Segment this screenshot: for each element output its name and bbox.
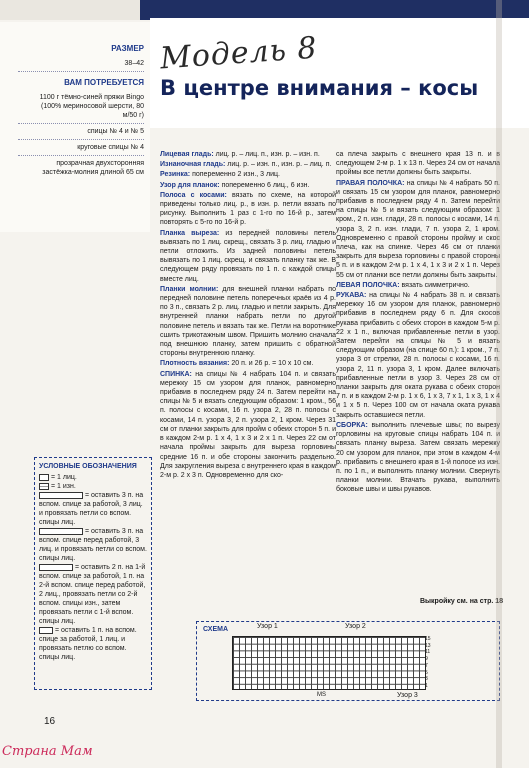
divider [18, 155, 144, 156]
zipper-text: прозрачная двухсторонняя застёжка-молния длиной 65 см [42, 160, 144, 176]
paragraph: РУКАВА: на спицы № 4 набрать 38 п. и связать мережку 16 см узором для планок, равномерно прибавив в последнем ряду 6 п. Для скосов рукава прибавить с обеих сторон в каждом 5-м р. 22 х 1 п., включая прибавленные петли в узор. Затем перейти на спицы № 5 и вязать следующим образом (на спице 60 п.): 1 кром., 7 п. узора 3 от стрелки, 28 п. полосы с косами, 16 п. узора 2, 11 п. узора 3, 1 кром. Далее включать прибавленные петли в узор 3. Через 28 см от планки закрыть для оката рукава с обеих сторон 7 п. и в каждом 2-м р. 1 х 6, 1 х 3, 7 х 1, 1 х 3, 1 х 4 и 1 х 5 п. Через 100 см от начала оката рукава закрыть оставшиеся петли. [336, 292, 500, 419]
row-numbers [425, 636, 437, 690]
pattern3-label: Узор 3 [397, 692, 418, 699]
section-heading: Планки молнии: [160, 285, 219, 293]
paragraph: Резинка: попеременно 2 изн., 3 лиц. [160, 171, 280, 179]
legend-item: = оставить 3 п. на вспом. спице за работой, 3 лиц. и провязать петли со вспом. спицы лиц. [39, 492, 144, 526]
text-column-1 [160, 150, 336, 481]
paragraph: ПРАВАЯ ПОЛОЧКА: на спицы № 4 набрать 50 п. и связать 15 см узором для планок, равномерно прибавив в последнем ряду 4 п. Затем перейти на спицы № 5 и вязать следующим образом: 1 кром., 2 п. изн. глади, 28 п. полосы с косами, 14 п. узора 3, 2 п. изн. глади, 7 п. узора 2, 1 кром. Одновременно с правой стороны пройму и скос плеча, как на спинке. Через 46 см от планки закрыть для выреза горловины с правой стороны 5 п. и в каждом 2-м р. 1 х 4, 1 х 3 и 2 х 1 п. Через 55 см от планки все петли должны быть закрыты. [336, 179, 500, 279]
cable-back-symbol-icon [39, 492, 83, 499]
page-edge [496, 0, 502, 768]
divider [18, 139, 144, 140]
section-heading: Планка выреза: [160, 229, 220, 237]
legend-item: = оставить 3 п. на вспом. спице перед работой, 3 лиц. и провязать петли со вспом. спицы лиц. [39, 528, 147, 562]
legend-box [34, 457, 152, 690]
circular-needles-text: круговые спицы № 4 [77, 144, 144, 151]
legend-item: = оставить 2 п. на 1-й вспом. спице за работой, 1 п. на 2-й вспом. спице перед работой, 2 лиц., провязать петли со 2-й вспом. спицы изн., затем провязать петли с 1-й вспом. спицы лиц. [39, 564, 146, 625]
paragraph: Плотность вязания: 20 п. и 26 р. = 10 х 10 см. [160, 360, 314, 368]
text-column-2 [336, 150, 500, 496]
paragraph: Планка выреза: из передней половины петель вывязать по 1 лиц. скрещ., связать 3 р. лиц. гладью и петли отложить. Из задней половины петель вывязать по 1 лиц. скрещ. и связать планку так же. В следующем ряду провязать по 1 п. с каждой спицы вместе лиц. [160, 229, 336, 283]
section-heading: Изнаночная гладь: [160, 161, 226, 169]
section-heading: Узор для планок: [160, 181, 220, 189]
row-number: 7 [425, 662, 428, 669]
divider [18, 123, 144, 124]
legend-item: = оставить 1 п. на вспом. спице за работой, 1 лиц. и провязать петлю со вспом. спицы лиц. [39, 627, 137, 661]
row-number: 3 [425, 676, 428, 683]
row-number: 15 [425, 636, 431, 642]
legend-title: УСЛОВНЫЕ ОБОЗНАЧЕНИЯ [39, 463, 137, 470]
pattern-reference: Выкройку см. на стр. 18 [420, 598, 504, 605]
section-heading: Лицевая гладь: [160, 151, 214, 158]
chart-label: СХЕМА [203, 626, 229, 633]
paragraph: са плеча закрыть с внешнего края 13 п. и в следующем 2-м р. 1 х 13 п. Через 24 см от начала проймы все петли должны быть закрыты. [336, 151, 500, 177]
section-heading: Резинка: [160, 171, 191, 179]
paragraph: Узор для планок: попеременно 6 лиц., 6 изн. [160, 181, 310, 189]
cross-symbol-icon [39, 627, 53, 634]
purl-symbol-icon [39, 483, 49, 490]
yarn-text: 1100 г тёмно-синей пряжи Bingo (100% мериносовой шерсти, 80 м/50 г) [39, 94, 144, 119]
watermark: Страна Мам [2, 744, 93, 759]
knit-symbol-icon [39, 474, 49, 481]
chart-grid [232, 636, 426, 690]
section-heading: РУКАВА: [336, 292, 367, 300]
paragraph: СБОРКА: выполнить плечевые швы; по вырезу горловины на круговые спицы набрать 104 п. и связать планку выреза. Затем связать мережку 20 см узором для планок, при этом в каждом 4-м р. прибавить с внешнего края в 1-й полосе из изн. п. по 1 п., и выполнить планку молнии. Свернуть планки молнии. Втачать рукава, выполнить боковые швы и швы рукавов. [336, 421, 500, 494]
paragraph: Изнаночная гладь: лиц. р. – изн. п., изн. р. – лиц. п. [160, 161, 332, 169]
materials-heading: ВАМ ПОТРЕБУЕТСЯ [64, 78, 144, 87]
ms-label: MS [317, 692, 326, 698]
row-number: 13 [425, 642, 431, 649]
legend-item: = 1 лиц. [39, 473, 147, 482]
page-number: 16 [44, 716, 56, 727]
knitting-chart [196, 621, 500, 701]
paragraph: ЛЕВАЯ ПОЛОЧКА: вязать симметрично. [336, 281, 470, 289]
needles-text: спицы № 4 и № 5 [87, 128, 144, 135]
section-heading: СПИНКА: [160, 370, 192, 378]
section-heading: СБОРКА: [336, 421, 368, 429]
row-number: 9 [425, 656, 428, 663]
paragraph: Полоса с косами: вязать по схеме, на которой приведены только лиц. р., в изн. р. петли вязать по рисунку. Выполнить 1 раз с 1-го по 16-й р., затем повторять с 5-го по 16-й р. [160, 191, 336, 227]
divider [18, 71, 144, 72]
legend-item: = 1 изн. [39, 482, 147, 491]
paragraph: Лицевая гладь: лиц. р. – лиц. п., изн. р. – изн. п. [160, 151, 320, 158]
section-heading: ЛЕВАЯ ПОЛОЧКА: [336, 281, 400, 289]
section-heading: Плотность вязания: [160, 360, 230, 368]
size-heading: РАЗМЕР [111, 44, 144, 53]
paragraph: СПИНКА: на спицы № 4 набрать 104 п. и связать мережку 15 см узором для планок, равномерно прибавив в последнем ряду 24 п. Затем перейти на спицы № 5 и вязать следующим образом: 1 кром., 56 п. полосы с косами, 16 п. узора 2, 28 п. полосы с косами, 14 п. узора 3, 2 п. узора 2, 1 кром. Через 31 см от планки закрыть для пройм с обеих сторон 5 п. и в каждом 2-м р. 1 х 4, 1 х 3 и 2 х 1 п. Через 22 см от начала проймы закрыть для выреза горловины средние 16 п. и обе стороны закончить раздельно. Для закругления выреза с внутреннего края в каждом 2-м р. 2 х 3 п. Одновременно для ско- [160, 370, 336, 479]
sidebar-info [0, 22, 150, 232]
cable-front-symbol-icon [39, 528, 83, 535]
page-title: В центре внимания – косы [160, 76, 479, 100]
row-number: 11 [425, 649, 431, 656]
section-heading: ПРАВАЯ ПОЛОЧКА: [336, 179, 405, 187]
paragraph: Планки молнии: для внешней планки набрать по передней половине петель поперечных краёв из 4 р. по 3 п., связать 2 р. лиц. гладью и петли закрыть. Для внутренней планки набрать петли по другой половине петель и вязать так же. Петли на воротнике сшить трикотажным швом. Пришить молнию сначала под внешнюю планку, затем пришить с обратной стороны внутреннюю планку. [160, 285, 336, 358]
pattern2-label: Узор 2 [345, 623, 366, 630]
pattern1-label: Узор 1 [257, 623, 278, 630]
row-number: 1 [425, 682, 428, 689]
model-title: Модель 8 [158, 30, 319, 77]
section-heading: Полоса с косами: [160, 191, 227, 199]
top-light-bar [0, 0, 140, 20]
cable-mixed-symbol-icon [39, 564, 73, 571]
row-number: 5 [425, 669, 428, 676]
size-value: 38–42 [124, 60, 144, 67]
